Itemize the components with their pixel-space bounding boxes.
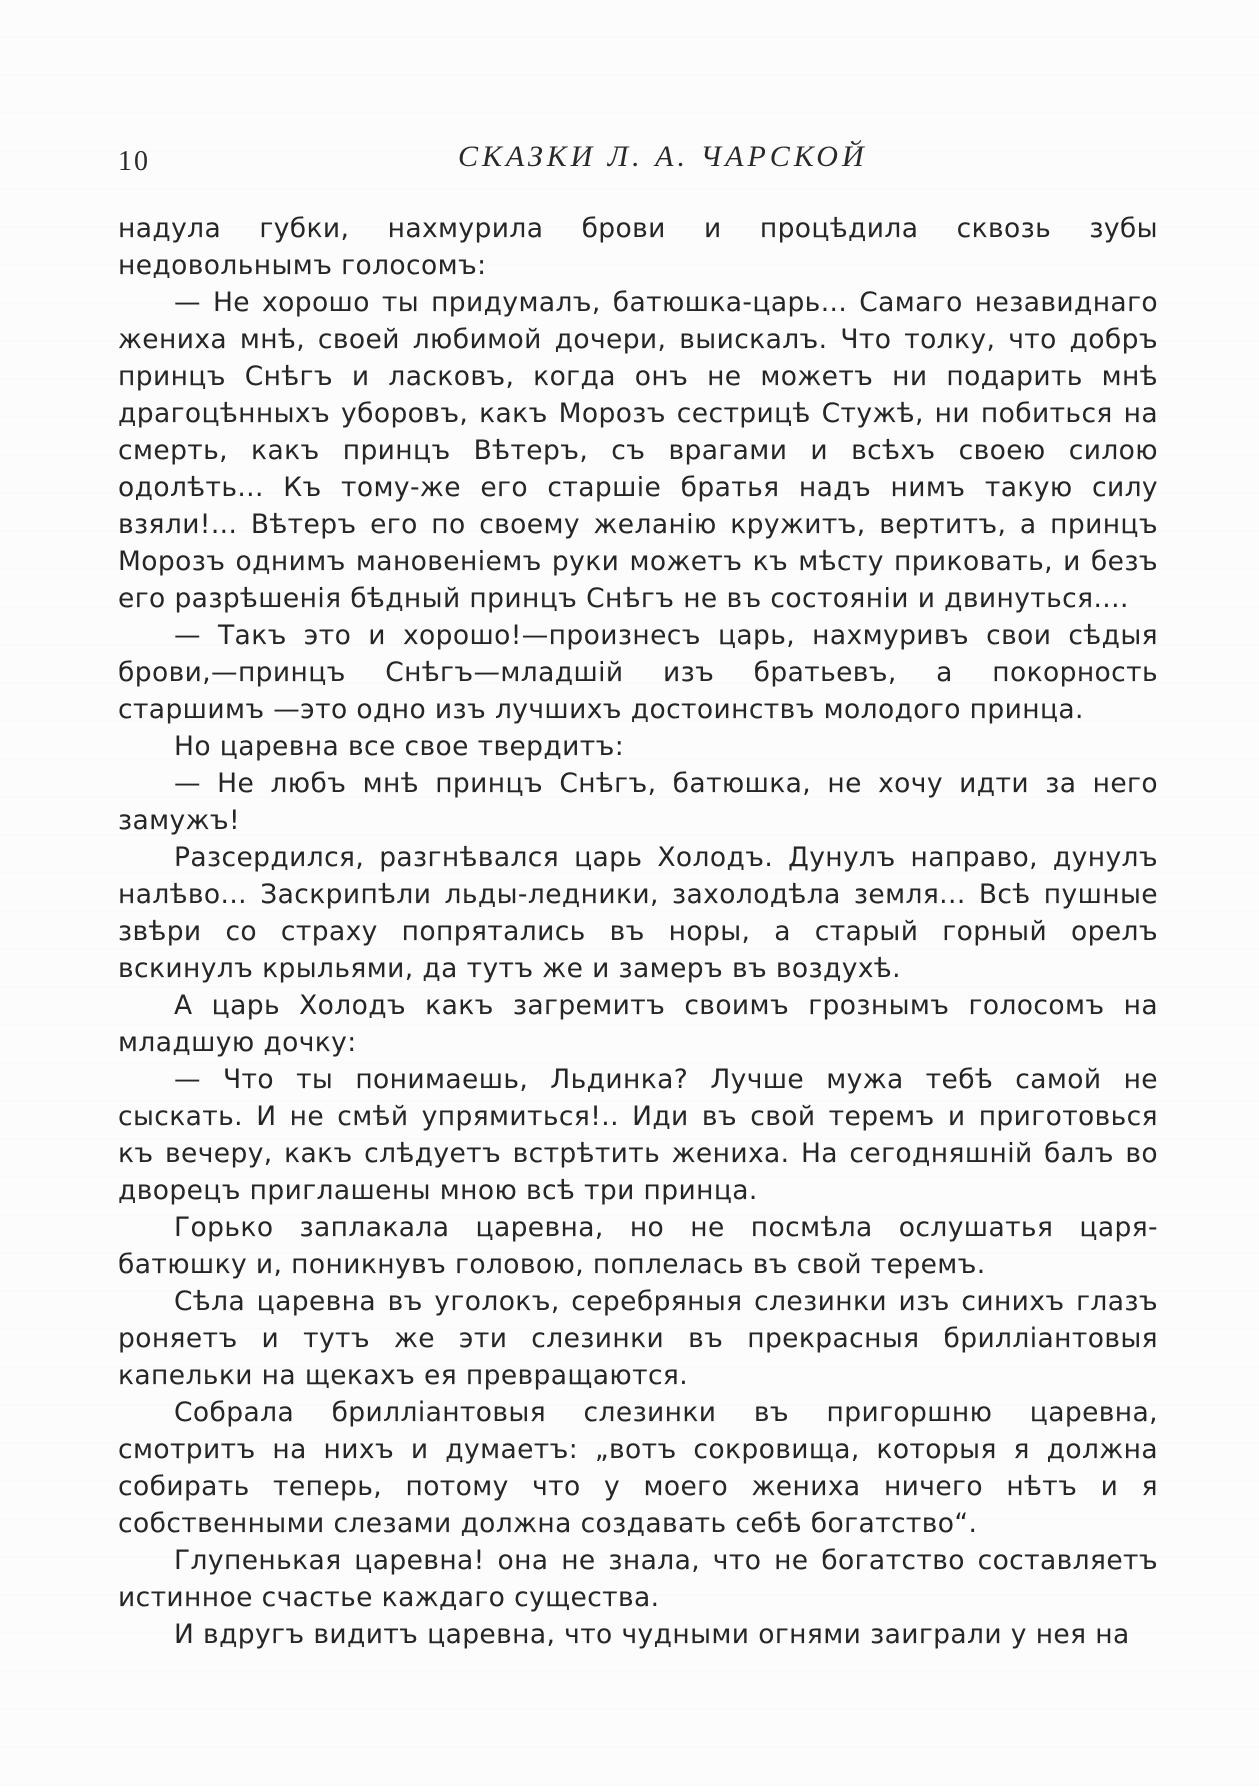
body-text	[118, 210, 1158, 1653]
paragraph: — Что ты понимаешь, Льдинка? Лучше мужа тебѣ самой не сыскать. И не смѣй упрямиться!.. Иди въ свой теремъ и приготовься къ вечеру, какъ слѣдуетъ встрѣтить жениха. На сегодняшній балъ во дворецъ приглашены мною всѣ три принца.	[118, 1064, 1158, 1206]
paragraph: Разсердился, разгнѣвался царь Холодъ. Дунулъ направо, дунулъ налѣво... Заскрипѣли льды-ледники, захолодѣла земля... Всѣ пушные звѣри со страху попрятались въ норы, а старый горный орелъ вскинулъ крыльями, да тутъ же и замеръ въ воздухѣ.	[118, 842, 1158, 984]
paragraph: А царь Холодъ какъ загремитъ своимъ грознымъ голосомъ на младшую дочку:	[118, 990, 1158, 1058]
paragraph: Сѣла царевна въ уголокъ, серебряныя слезинки изъ синихъ глазъ роняетъ и тутъ же эти слезинки въ прекрасныя бриллiантовыя капельки на щекахъ ея превращаются.	[118, 1286, 1158, 1391]
paragraph: Собрала бриллiантовыя слезинки въ пригоршню царевна, смотритъ на нихъ и думаетъ: „вотъ сокровища, которыя я должна собирать теперь, потому что у моего жениха ничего нѣтъ и я собственными слезами должна создавать себѣ богатство“.	[118, 1397, 1158, 1539]
running-title: СКАЗКИ Л. А. ЧАРСКОЙ	[458, 140, 868, 173]
paragraph: — Не любъ мнѣ принцъ Снѣгъ, батюшка, не хочу идти за него замужъ!	[118, 768, 1158, 836]
paragraph: Глупенькая царевна! она не знала, что не богатство составляетъ истинное счастье каждаго существа.	[118, 1545, 1158, 1613]
paragraph: надула губки, нахмурила брови и процѣдила сквозь зубы недовольнымъ голосомъ:	[118, 213, 1158, 281]
paragraph: И вдругъ видитъ царевна, что чудными огнями заиграли у нея на	[174, 1619, 1130, 1650]
paragraph: Горько заплакала царевна, но не посмѣла ослушатья царя-батюшку и, поникнувъ головою, поплелась въ свой теремъ.	[118, 1212, 1158, 1280]
paragraph: Но царевна все свое твердитъ:	[174, 731, 625, 762]
paragraph: — Не хорошо ты придумалъ, батюшка-царь... Самаго незавиднаго жениха мнѣ, своей любимой дочери, выискалъ. Что толку, что добръ принцъ Снѣгъ и ласковъ, когда онъ не можетъ ни подарить мнѣ драгоцѣнныхъ уборовъ, какъ Морозъ сестрицѣ Стужѣ, ни побиться на смерть, какъ принцъ Вѣтеръ, съ врагами и всѣхъ своею силою одолѣть... Къ тому-же его старшіе братья надъ нимъ такую силу взяли!... Вѣтеръ его по своему желанію кружитъ, вертитъ, а принцъ Морозъ однимъ мановеніемъ руки можетъ къ мѣсту приковать, и безъ его разрѣшенія бѣдный принцъ Снѣгъ не въ состояніи и двинуться....	[118, 287, 1158, 614]
paragraph: — Такъ это и хорошо!—произнесъ царь, нахмуривъ свои сѣдыя брови,—принцъ Снѣгъ—младшій изъ братьевъ, а покорность старшимъ —это одно изъ лучшихъ достоинствъ молодого принца.	[118, 620, 1158, 725]
page-number: 10	[118, 146, 150, 177]
page-header	[118, 140, 1158, 180]
